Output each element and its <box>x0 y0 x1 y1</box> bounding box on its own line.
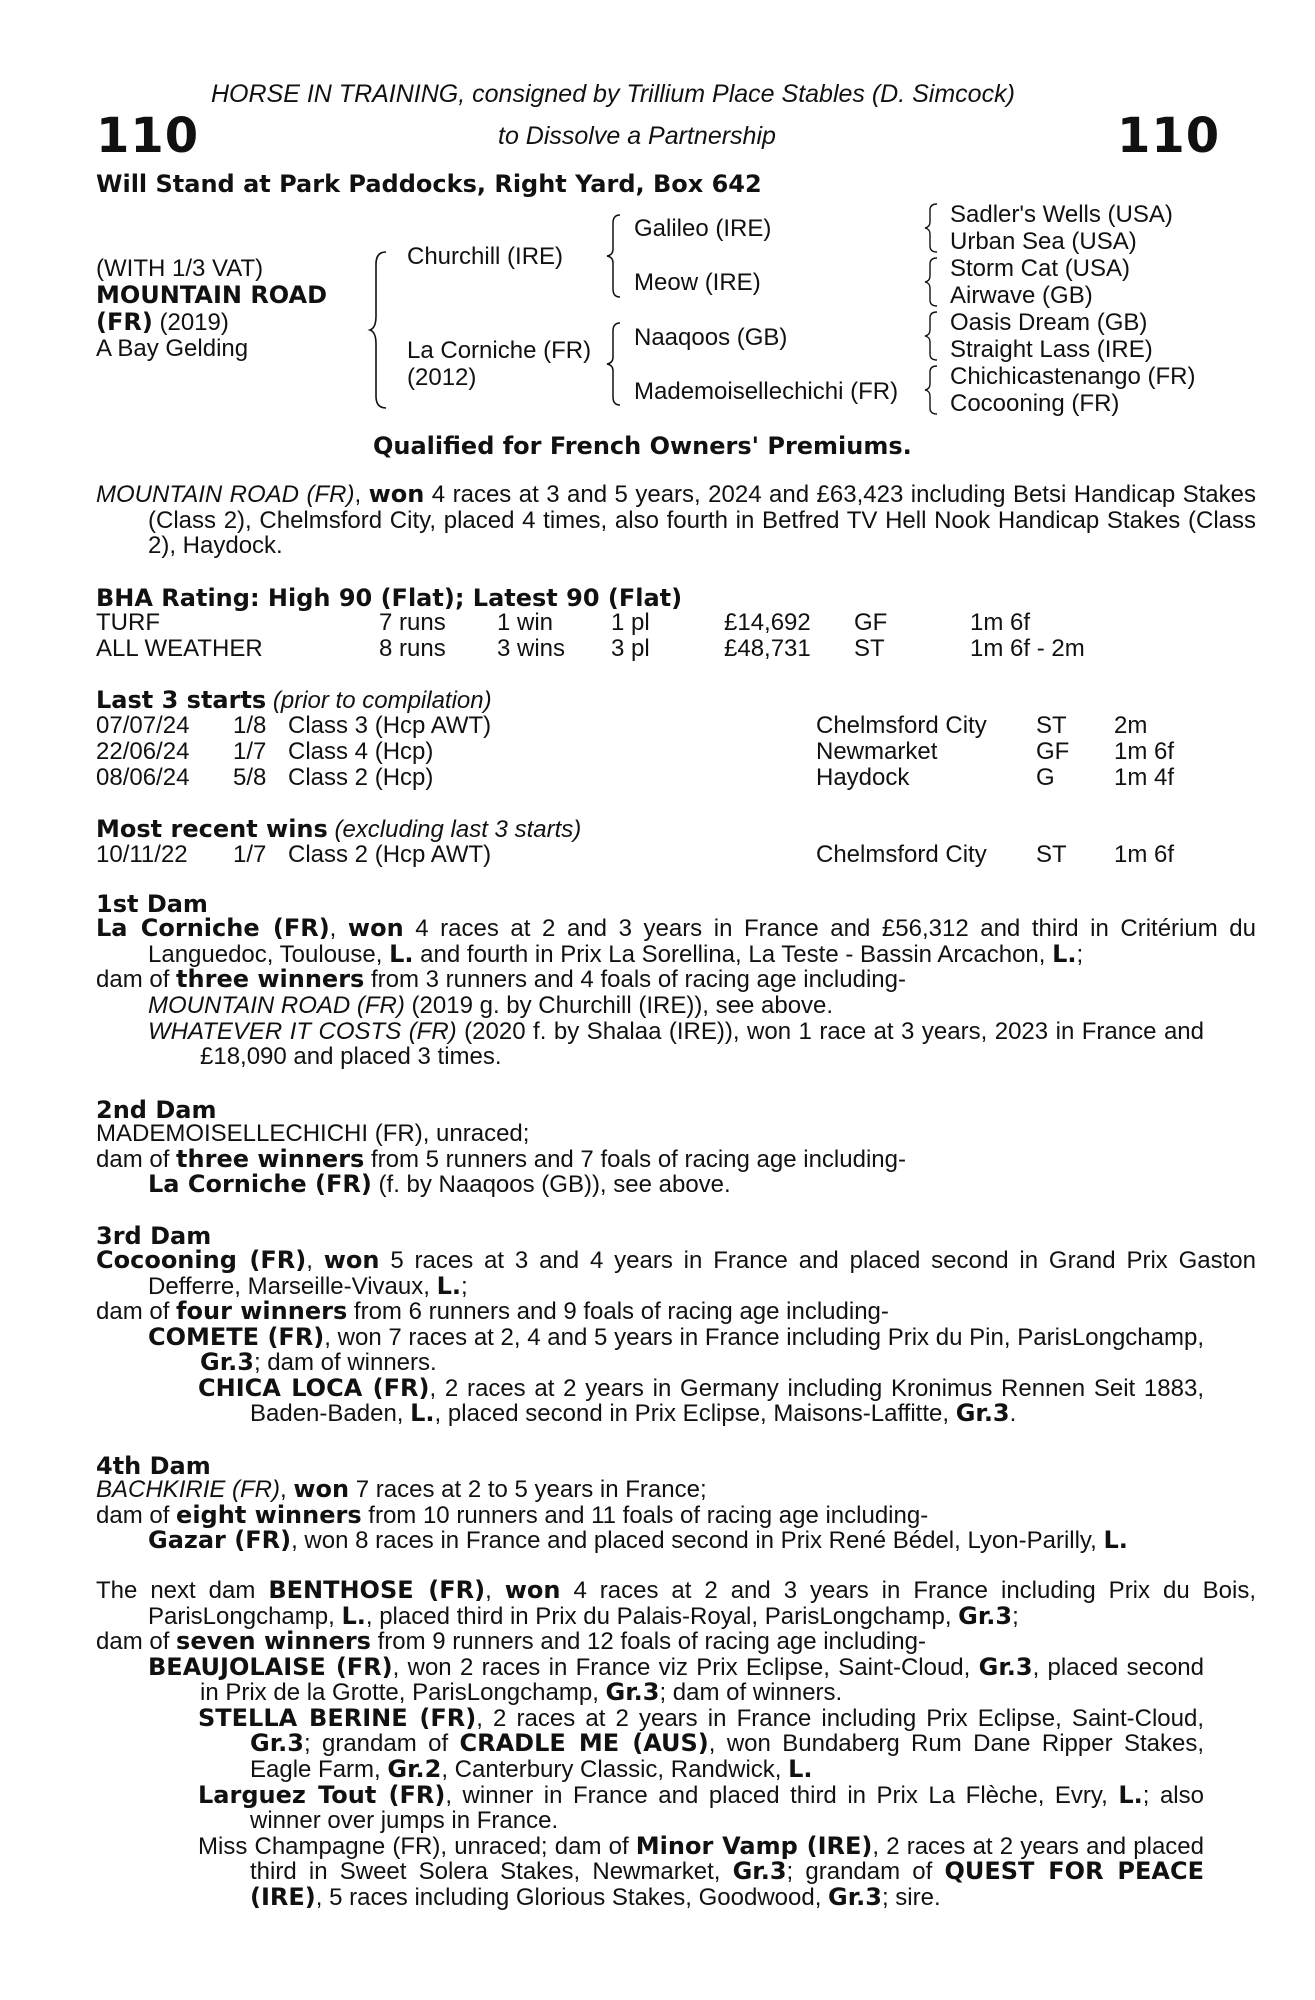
progeny-name: CHICA LOCA (FR) <box>198 1373 430 1402</box>
group-mark: Gr.3 <box>732 1857 787 1886</box>
start-race: Class 4 (Hcp) <box>288 738 434 765</box>
progeny-name: BEAUJOLAISE (FR) <box>148 1652 393 1681</box>
first-dam-name: La Corniche (FR) <box>96 914 330 942</box>
second-dam-line: MADEMOISELLECHICHI (FR), unraced; <box>96 1120 530 1147</box>
next-dam-produce <box>96 1629 1204 1911</box>
progeny-entry <box>198 1373 1204 1428</box>
progeny-entry <box>148 993 1204 1019</box>
dam-of-text: dam of <box>96 1501 177 1529</box>
start-course: Newmarket <box>816 738 938 765</box>
third-dam-heading: 3rd Dam <box>96 1222 212 1250</box>
progeny-text: , winner in France and placed third in Prix La Flèche, Evry, <box>445 1781 1119 1809</box>
dam-of-text: from 6 runners and 9 foals of racing age including- <box>347 1298 889 1325</box>
listed-mark: L. <box>1118 1780 1143 1809</box>
first-dam-won: won <box>347 914 404 942</box>
rating-prize: £14,692 <box>724 609 811 636</box>
group-mark: Gr.3 <box>955 1399 1010 1428</box>
listed-mark: L. <box>341 1601 366 1630</box>
horse-name: MOUNTAIN ROAD <box>96 281 328 309</box>
horse-name-line2 <box>96 309 229 336</box>
dam-of-line <box>96 1299 1204 1325</box>
fourth-dam-name: BACHKIRIE (FR) <box>96 1476 281 1503</box>
listed-mark: L. <box>410 1399 435 1428</box>
win-row <box>96 841 1216 867</box>
rating-heading: BHA Rating: High 90 (Flat); Latest 90 (Flat) <box>96 584 683 612</box>
lot-number-right: 110 <box>1117 108 1221 164</box>
third-dam-record: Cocooning (FR), won 5 races at 3 and 4 years in France and placed second in Grand Prix Gaston Defferre, Marseille-Vivaux, L.; <box>96 1246 1256 1300</box>
fourth-dam-won: won <box>293 1475 350 1503</box>
group-mark: Gr.2 <box>387 1754 442 1783</box>
pedigree-sire-sire: Galileo (IRE) <box>634 215 772 242</box>
progeny-text: , Canterbury Classic, Randwick, <box>441 1755 789 1783</box>
rating-surface: TURF <box>96 609 160 636</box>
pedigree-dds: Chichicastenango (FR) <box>950 363 1196 390</box>
progeny-entry <box>148 1172 1204 1198</box>
group-mark: Gr.3 <box>978 1652 1033 1681</box>
progeny-text: ; also winner over jumps in France. <box>250 1781 1204 1835</box>
first-dam-text: and fourth in Prix La Sorellina, La Teste - Bassin Arcachon, <box>413 940 1053 968</box>
start-position: 1/7 <box>233 738 267 765</box>
start-distance: 1m 6f <box>1114 738 1175 765</box>
lot-number-left: 110 <box>96 108 200 164</box>
last3-note: (prior to compilation) <box>272 687 492 714</box>
pedigree-sdd: Airwave (GB) <box>950 282 1093 309</box>
progeny-name: Gazar (FR) <box>148 1526 292 1555</box>
win-date: 10/11/22 <box>96 841 188 868</box>
fourth-dam-text: 7 races at 2 to 5 years in France; <box>349 1476 707 1503</box>
progeny-entry <box>148 1528 1204 1554</box>
progeny-name: QUEST FOR PEACE (IRE) <box>250 1857 1205 1911</box>
pedigree-dam-sire: Naaqoos (GB) <box>634 324 788 351</box>
progeny-entry <box>148 1322 1204 1377</box>
first-dam-text: 4 races at 2 and 3 years in France and £56,312 and third in Critérium du Languedoc, Toulouse, <box>148 915 1256 968</box>
progeny-text: , 2 races at 2 years in France including Prix Eclipse, Saint-Cloud, <box>476 1704 1205 1732</box>
lot-title-line1: HORSE IN TRAINING, consigned by Trillium Place Stables (D. Simcock) <box>211 80 1015 108</box>
progeny-text: Miss Champagne (FR), unraced; dam of <box>198 1832 636 1860</box>
rating-runs: 7 runs <box>379 609 446 636</box>
start-race: Class 3 (Hcp AWT) <box>288 712 492 739</box>
next-dam-text: The next dam <box>96 1577 269 1604</box>
progeny-name: CRADLE ME (AUS) <box>459 1729 709 1758</box>
progeny-text: , won 7 races at 2, 4 and 5 years in France including Prix du Pin, ParisLongchamp, <box>324 1323 1204 1351</box>
progeny-text: , 2 races at 2 years in Germany including Kronimus Rennen Seit 1883, Baden-Baden, <box>250 1374 1204 1428</box>
group-mark: Gr.3 <box>828 1882 882 1911</box>
progeny-text: ; dam of winners. <box>253 1349 437 1377</box>
progeny-text: , won 8 races in France and placed second in Prix René Bédel, Lyon-Parilly, <box>291 1527 1104 1555</box>
next-dam-text: ; <box>1012 1602 1019 1630</box>
progeny-text: , 2 races at 2 years and placed third in Sweet Solera Stakes, Newmarket, <box>250 1832 1205 1886</box>
win-course: Chelmsford City <box>816 841 987 868</box>
progeny-text: (2020 f. by Shalaa (IRE)), won 1 race at 3 years, 2023 in France and £18,090 and placed 3 times. <box>200 1017 1204 1071</box>
dam-of-text: dam of <box>96 1628 177 1655</box>
fourth-dam-heading: 4th Dam <box>96 1452 211 1480</box>
pedigree-dam: La Corniche (FR) <box>407 337 592 364</box>
second-dam-produce <box>96 1144 1204 1173</box>
fourth-dam-line: BACHKIRIE (FR), won 7 races at 2 to 5 years in France; <box>96 1475 707 1503</box>
recent-wins-note: (excluding last 3 starts) <box>334 816 582 843</box>
dam-of-winners: four winners <box>176 1297 348 1325</box>
start-date: 08/06/24 <box>96 764 190 791</box>
last3-heading-line <box>96 686 492 715</box>
win-position: 1/7 <box>233 841 267 868</box>
progeny-name: Larguez Tout (FR) <box>198 1780 446 1809</box>
last3-heading: Last 3 starts <box>96 686 267 714</box>
rating-distance: 1m 6f <box>970 609 1031 636</box>
dam-of-line <box>96 1629 1204 1655</box>
first-dam-record: La Corniche (FR), won 4 races at 2 and 3 years in France and £56,312 and third in Critérium du Languedoc, Toulouse, L. and fourth in Prix La Sorellina, La Teste - Bassin Arcachon, L.; <box>96 914 1256 968</box>
next-dam-text: 4 races at 2 and 3 years in France including Prix du Bois, ParisLongchamp, <box>148 1577 1256 1630</box>
progeny-entry <box>198 1703 1205 1783</box>
third-dam-text: ; <box>460 1272 468 1300</box>
start-going: G <box>1036 764 1055 791</box>
dam-of-text: from 9 runners and 12 foals of racing age including- <box>370 1628 926 1655</box>
win-race: Class 2 (Hcp AWT) <box>288 841 492 868</box>
first-dam-produce <box>96 967 1204 993</box>
dam-of-text: dam of <box>96 966 177 993</box>
rating-places: 1 pl <box>611 609 650 636</box>
pedigree-dam-dam: Mademoisellechichi (FR) <box>634 378 899 405</box>
third-dam-name: Cocooning (FR) <box>96 1246 307 1274</box>
rating-row <box>96 609 1216 635</box>
pedigree-brace-g3-3 <box>925 310 939 362</box>
start-row <box>96 738 1216 764</box>
pedigree-brace-dam <box>607 321 623 407</box>
pedigree-dam-year: (2012) <box>407 364 477 391</box>
start-race: Class 2 (Hcp) <box>288 764 434 791</box>
progeny-text: ; sire. <box>881 1883 941 1911</box>
pedigree-dsd: Straight Lass (IRE) <box>950 336 1153 363</box>
start-going: ST <box>1036 712 1067 739</box>
dam-of-text: dam of <box>96 1298 177 1325</box>
dam-of-winners: seven winners <box>176 1627 371 1655</box>
progeny-text: . <box>1009 1400 1017 1428</box>
next-dam-name: BENTHOSE (FR) <box>268 1576 486 1604</box>
progeny-entry <box>148 1652 1204 1707</box>
summary-text: 4 races at 3 and 5 years, 2024 and £63,423 including Betsi Handicap Stakes (Class 2), Chelmsford City, placed 4 times, also fourth in Betfred TV Hell Nook Handicap Stakes (Class 2), Haydock. <box>148 481 1256 560</box>
start-going: GF <box>1036 738 1070 765</box>
progeny-text: (2019 g. by Churchill (IRE)), see above. <box>404 992 834 1019</box>
progeny-text: , placed second in Prix de la Grotte, ParisLongchamp, <box>200 1653 1204 1707</box>
group-mark: Gr.3 <box>605 1678 660 1707</box>
pedigree-dss: Oasis Dream (GB) <box>950 309 1148 336</box>
rating-prize: £48,731 <box>724 635 811 662</box>
start-row <box>96 764 1216 790</box>
horse-origin: (FR) <box>96 308 153 336</box>
progeny-text: (f. by Naaqoos (GB)), see above. <box>371 1171 731 1199</box>
summary-won: won <box>368 480 425 508</box>
dam-of-line <box>96 1500 1204 1529</box>
progeny-name: COMETE (FR) <box>148 1322 325 1351</box>
start-distance: 1m 4f <box>1114 764 1175 791</box>
start-position: 5/8 <box>233 764 267 791</box>
pedigree-ssd: Urban Sea (USA) <box>950 228 1137 255</box>
progeny-name: MOUNTAIN ROAD (FR) <box>148 992 405 1019</box>
pedigree-ddd: Cocooning (FR) <box>950 390 1120 417</box>
rating-going: GF <box>854 609 888 636</box>
dam-of-text: from 5 runners and 7 foals of racing age including- <box>364 1145 906 1173</box>
start-position: 1/8 <box>233 712 267 739</box>
rating-places: 3 pl <box>611 635 650 662</box>
listed-mark: L. <box>1052 939 1077 968</box>
progeny-name: Minor Vamp (IRE) <box>635 1831 873 1860</box>
group-mark: Gr.3 <box>250 1729 304 1758</box>
horse-year: (2019) <box>152 309 229 336</box>
second-dam-heading: 2nd Dam <box>96 1096 217 1124</box>
summary-horse-name: MOUNTAIN ROAD (FR) <box>96 481 355 508</box>
fourth-dam-record <box>96 1477 1204 1554</box>
progeny-text: ; grandam of <box>786 1858 945 1886</box>
dam-of-text: from 3 runners and 4 foals of racing age including- <box>364 966 906 993</box>
progeny-text: , placed second in Prix Eclipse, Maisons-Laffitte, <box>434 1400 956 1428</box>
second-dam-record <box>96 1121 1204 1198</box>
rating-wins: 3 wins <box>497 635 566 662</box>
dam-of-winners: three winners <box>176 1144 365 1173</box>
win-distance: 1m 6f <box>1114 841 1175 868</box>
progeny-entry <box>148 1019 1204 1070</box>
third-dam-text: 5 races at 3 and 4 years in France and placed second in Grand Prix Gaston Defferre, Marseille-Vivaux, <box>148 1247 1256 1300</box>
dam-of-text: dam of <box>96 1145 177 1173</box>
group-mark: Gr.3 <box>200 1348 254 1377</box>
start-course: Haydock <box>816 764 910 791</box>
next-dam-record: The next dam BENTHOSE (FR), won 4 races at 2 and 3 years in France including Prix du Bois, ParisLongchamp, L., placed third in Prix du Palais-Royal, ParisLongchamp, Gr.3; <box>96 1576 1256 1630</box>
progeny-text: , won Bundaberg Rum Dane Ripper Stakes, Eagle Farm, <box>250 1730 1204 1783</box>
start-course: Chelmsford City <box>816 712 987 739</box>
pedigree-sss: Sadler's Wells (USA) <box>950 201 1173 228</box>
pedigree-brace-g3-1 <box>925 202 939 254</box>
progeny-name: WHATEVER IT COSTS (FR) <box>148 1017 457 1045</box>
rating-going: ST <box>854 635 885 662</box>
progeny-text: ; dam of winners. <box>659 1679 843 1707</box>
rating-wins: 1 win <box>497 609 554 636</box>
listed-mark: L. <box>389 939 414 968</box>
progeny-text: , won 2 races in France viz Prix Eclipse, Saint-Cloud, <box>392 1653 979 1681</box>
pedigree-sire: Churchill (IRE) <box>407 243 564 270</box>
recent-wins-heading-line <box>96 815 581 844</box>
group-mark: Gr.3 <box>958 1601 1013 1630</box>
next-dam-text: , placed third in Prix du Palais-Royal, ParisLongchamp, <box>365 1602 959 1630</box>
horse-description: A Bay Gelding <box>96 335 249 362</box>
first-dam-progeny <box>96 993 1204 1070</box>
third-dam-produce <box>96 1299 1204 1427</box>
start-date: 07/07/24 <box>96 712 190 739</box>
first-dam-heading: 1st Dam <box>96 890 208 918</box>
listed-mark: L. <box>436 1271 461 1300</box>
rating-runs: 8 runs <box>379 635 446 662</box>
pedigree-brace-sire <box>607 213 623 299</box>
progeny-name: STELLA BERINE (FR) <box>198 1703 477 1732</box>
listed-mark: L. <box>788 1754 813 1783</box>
start-date: 22/06/24 <box>96 738 190 765</box>
start-row <box>96 712 1216 738</box>
pedigree-sds: Storm Cat (USA) <box>950 255 1131 282</box>
location-line: Will Stand at Park Paddocks, Right Yard, Box 642 <box>96 170 762 198</box>
pedigree-brace-g3-4 <box>925 364 939 416</box>
progeny-text: , 5 races including Glorious Stakes, Goodwood, <box>315 1883 829 1911</box>
listed-mark: L. <box>1103 1526 1128 1555</box>
recent-wins-heading: Most recent wins <box>96 815 328 843</box>
rating-surface: ALL WEATHER <box>96 635 263 662</box>
progeny-name: La Corniche (FR) <box>148 1170 372 1199</box>
pedigree-sire-dam: Meow (IRE) <box>634 269 761 296</box>
rating-row <box>96 635 1216 661</box>
win-going: ST <box>1036 841 1067 868</box>
progeny-entry <box>198 1780 1204 1835</box>
vat-note: (WITH 1/3 VAT) <box>96 255 264 282</box>
third-dam-won: won <box>323 1246 380 1274</box>
lot-title-line2: to Dissolve a Partnership <box>498 122 776 150</box>
start-distance: 2m <box>1114 712 1148 739</box>
next-dam-won: won <box>504 1576 561 1604</box>
pedigree-brace-main <box>370 250 390 410</box>
dam-of-winners: three winners <box>176 965 365 993</box>
pedigree-brace-g3-2 <box>925 256 939 308</box>
progeny-entry <box>198 1831 1205 1911</box>
racing-summary: MOUNTAIN ROAD (FR), won 4 races at 3 and 5 years, 2024 and £63,423 including Betsi Handicap Stakes (Class 2), Chelmsford City, placed 4 times, also fourth in Betfred TV Hell Nook Handicap Stakes (Class 2), Haydock. <box>96 480 1256 560</box>
qualified-note: Qualified for French Owners' Premiums. <box>373 432 912 460</box>
first-dam-text: ; <box>1076 940 1084 968</box>
rating-distance: 1m 6f - 2m <box>970 635 1085 662</box>
dam-of-text: from 10 runners and 11 foals of racing age including- <box>361 1501 929 1529</box>
dam-of-winners: eight winners <box>176 1500 362 1529</box>
progeny-text: ; grandam of <box>303 1730 460 1758</box>
